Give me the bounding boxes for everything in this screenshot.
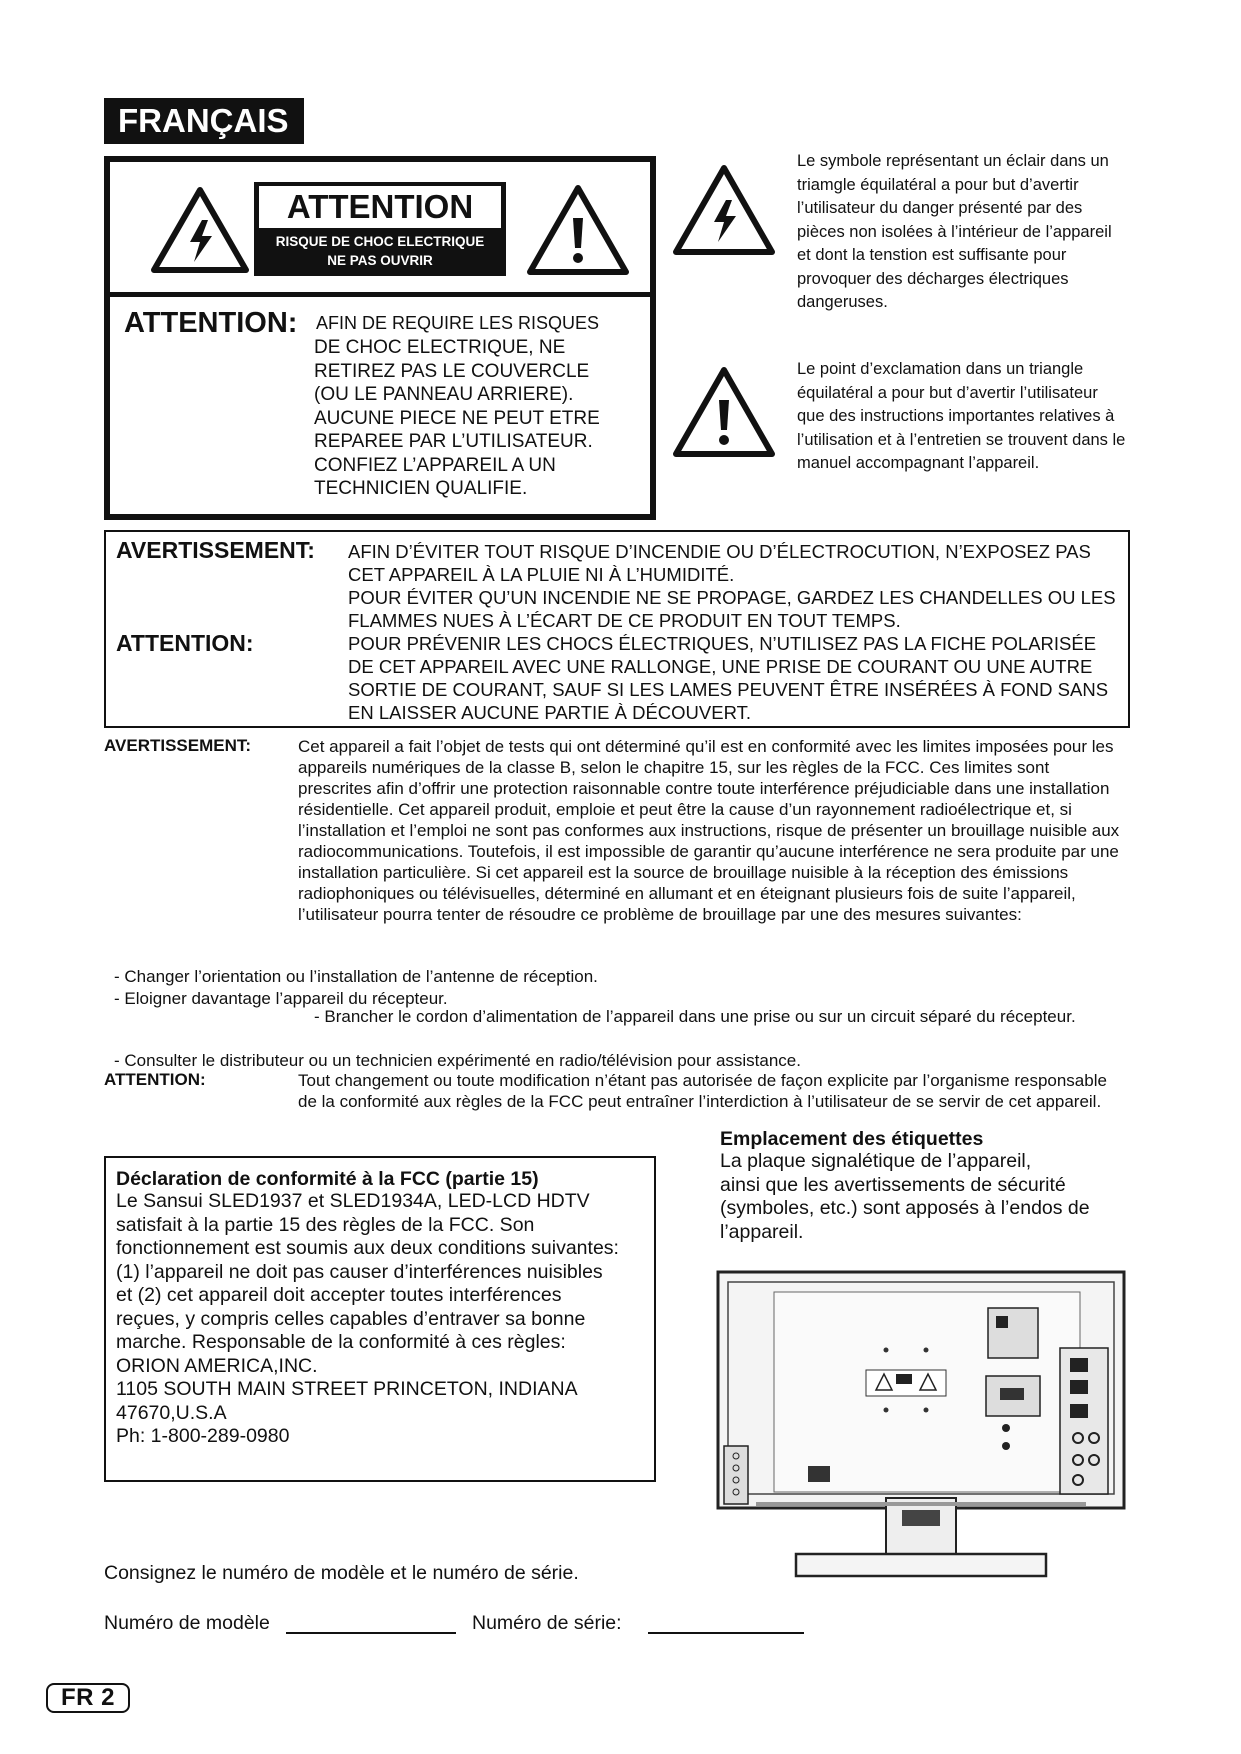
declaration-line: 47670,U.S.A	[116, 1401, 227, 1424]
warning-label: AVERTISSEMENT:	[116, 537, 315, 563]
attention-subtitle-line-2: NE PAS OUVRIR	[327, 253, 433, 268]
caution-text-line: (OU LE PANNEAU ARRIERE).	[314, 384, 574, 405]
declaration-line: (1) l’appareil ne doit pas causer d’interférences nuisibles	[116, 1260, 603, 1283]
fcc-measure-4: - Consulter le distributeur ou un technicien expérimenté en radio/télévision pour assistance.	[114, 1051, 801, 1070]
label-location-line: (symboles, etc.) sont apposés à l’endos de	[720, 1197, 1090, 1219]
tv-rear-illustration	[716, 1270, 1126, 1582]
serial-number-label: Numéro de série:	[472, 1612, 622, 1634]
declaration-line: marche. Responsable de la conformité à ces règles:	[116, 1331, 566, 1353]
fcc-caution-text: Tout changement ou toute modification n’étant pas autorisée de façon explicite par l’organisme responsable de la conformité aux règles de la FCC peut entraîner l’interdiction à l’utilisateur de se servir de cet appareil.	[298, 1071, 1107, 1111]
exclamation-triangle-icon	[526, 184, 630, 276]
lightning-triangle-icon	[150, 186, 250, 274]
fcc-measure-3: - Brancher le cordon d’alimentation de l’appareil dans une prise ou sur un circuit séparé du récepteur.	[314, 1007, 1076, 1026]
caution-text-line: CONFIEZ L’APPAREIL A UN	[314, 454, 556, 476]
declaration-line: et (2) cet appareil doit accepter toutes interférences	[116, 1284, 562, 1306]
model-number-label: Numéro de modèle	[104, 1612, 270, 1634]
declaration-line: satisfait à la partie 15 des règles de la FCC. Son	[116, 1213, 535, 1236]
page-number-badge: FR 2	[46, 1683, 130, 1713]
declaration-line: Ph: 1-800-289-0980	[116, 1425, 290, 1447]
declaration-title: Déclaration de conformité à la FCC (partie 15)	[116, 1168, 539, 1190]
fcc-warning-text: Cet appareil a fait l’objet de tests qui ont déterminé qu’il est en conformité avec les limites imposées pour les appareils numériques de la classe B, selon le chapitre 15, sur les règles de la FCC. Ces limites sont prescrites afin d’offrir une protection raisonnable contre toute interférence préjudiciable dans une installation résidentielle. Cet appareil produit, emploie et peut être la cause d’un rayonnement radioélectrique et, si l’installation et l’emploi ne sont pas conformes aux instructions, risque de présenter un brouillage nuisible aux radiocommunications. Toutefois, il est impossible de garantir qu’aucune interférence ne sera produite par une installation particulière. Si cet appareil est la source de brouillage nuisible à la réception des émissions radiophoniques ou télévisuelles, déterminé en allumant et en éteignant plusieurs fois de suite l’appareil, l’utilisateur pourra tenter de résoudre ce problème de brouillage par une des mesures suivantes:	[298, 737, 1120, 924]
caution-text-line: RETIREZ PAS LE COUVERCLE	[314, 360, 590, 382]
declaration-line: 1105 SOUTH MAIN STREET PRINCETON, INDIANA	[116, 1378, 578, 1400]
caution-text-line: AUCUNE PIECE NE PEUT ETRE	[314, 407, 600, 429]
attention-title: ATTENTION	[259, 186, 501, 228]
lightning-symbol-icon	[672, 164, 776, 256]
caution-text-line: REPAREE PAR L’UTILISATEUR.	[314, 431, 593, 452]
exclamation-symbol-icon	[672, 366, 776, 458]
fcc-measure-2: - Eloigner davantage l’appareil du récepteur.	[114, 989, 448, 1008]
fcc-measure-1: - Changer l’orientation ou l’installation de l’antenne de réception.	[114, 967, 598, 986]
label-location-title: Emplacement des étiquettes	[720, 1128, 984, 1150]
warning-caution-label: ATTENTION:	[116, 630, 254, 656]
record-instruction: Consignez le numéro de modèle et le numéro de série.	[104, 1562, 579, 1584]
exclamation-symbol-description: Le point d’exclamation dans un triangle équilatéral a pour but d’avertir l’utilisateur que des instructions importantes relatives à l’utilisation et à l’entretien se trouvent dans le manuel accompagnant l’appareil.	[797, 360, 1126, 472]
attention-subtitle	[254, 232, 506, 270]
declaration-line: Le Sansui SLED1937 et SLED1934A, LED-LCD HDTV	[116, 1190, 590, 1212]
model-number-field[interactable]	[286, 1632, 456, 1634]
serial-number-field[interactable]	[648, 1632, 804, 1634]
caution-divider	[110, 292, 650, 297]
declaration-line: fonctionnement est soumis aux deux conditions suivantes:	[116, 1237, 619, 1259]
declaration-line: reçues, y compris celles capables d’entraver sa bonne	[116, 1307, 586, 1330]
fcc-caution-label: ATTENTION:	[104, 1070, 206, 1089]
caution-first-line: AFIN DE REQUIRE LES RISQUES	[316, 313, 600, 333]
caution-text-line: DE CHOC ELECTRIQUE, NE	[314, 337, 566, 358]
fcc-warning-label: AVERTISSEMENT:	[104, 736, 252, 755]
lightning-symbol-description: Le symbole représentant un éclair dans un triamgle équilatéral a pour but d’avertir l’utilisateur du danger présenté par des pièces non isolées à l’intérieur de l’appareil et dont la tenstion est suffisante pour provoquer des décharges électriques dangeruses.	[797, 152, 1112, 311]
warning-caution-text: POUR PRÉVENIR LES CHOCS ÉLECTRIQUES, N’UTILISEZ PAS LA FICHE POLARISÉE DE CET APPAREIL AVEC UNE RALLONGE, UNE PRISE DE COURANT OU UNE AUTRE SORTIE DE COURANT, SAUF SI LES LAMES PEUVENT ÊTRE INSÉRÉES À FOND SANS EN LAISSER AUCUNE PARTIE À DÉCOUVERT.	[348, 633, 1109, 723]
label-location-line: ainsi que les avertissements de sécurité	[720, 1173, 1066, 1196]
attention-subtitle-line-1: RISQUE DE CHOC ELECTRIQUE	[275, 234, 485, 249]
label-location-text	[720, 1150, 1090, 1244]
warning-text-2: POUR ÉVITER QU’UN INCENDIE NE SE PROPAGE, GARDEZ LES CHANDELLES OU LES FLAMMES NUES À L’ÉCART DE CE PRODUIT EN TOUT TEMPS.	[348, 587, 1116, 631]
caution-text	[314, 336, 636, 501]
declaration-line: ORION AMERICA,INC.	[116, 1354, 318, 1377]
label-location-line: La plaque signalétique de l’appareil,	[720, 1150, 1032, 1172]
caution-text-line: TECHNICIEN QUALIFIE.	[314, 478, 528, 499]
language-badge: FRANÇAIS	[104, 98, 304, 144]
label-location-line: l’appareil.	[720, 1220, 804, 1243]
caution-label: ATTENTION:	[124, 307, 298, 339]
warning-text-1: AFIN D’ÉVITER TOUT RISQUE D’INCENDIE OU D’ÉLECTROCUTION, N’EXPOSEZ PAS CET APPAREIL À LA PLUIE NI À L’HUMIDITÉ.	[348, 541, 1091, 585]
declaration-body	[116, 1190, 656, 1449]
